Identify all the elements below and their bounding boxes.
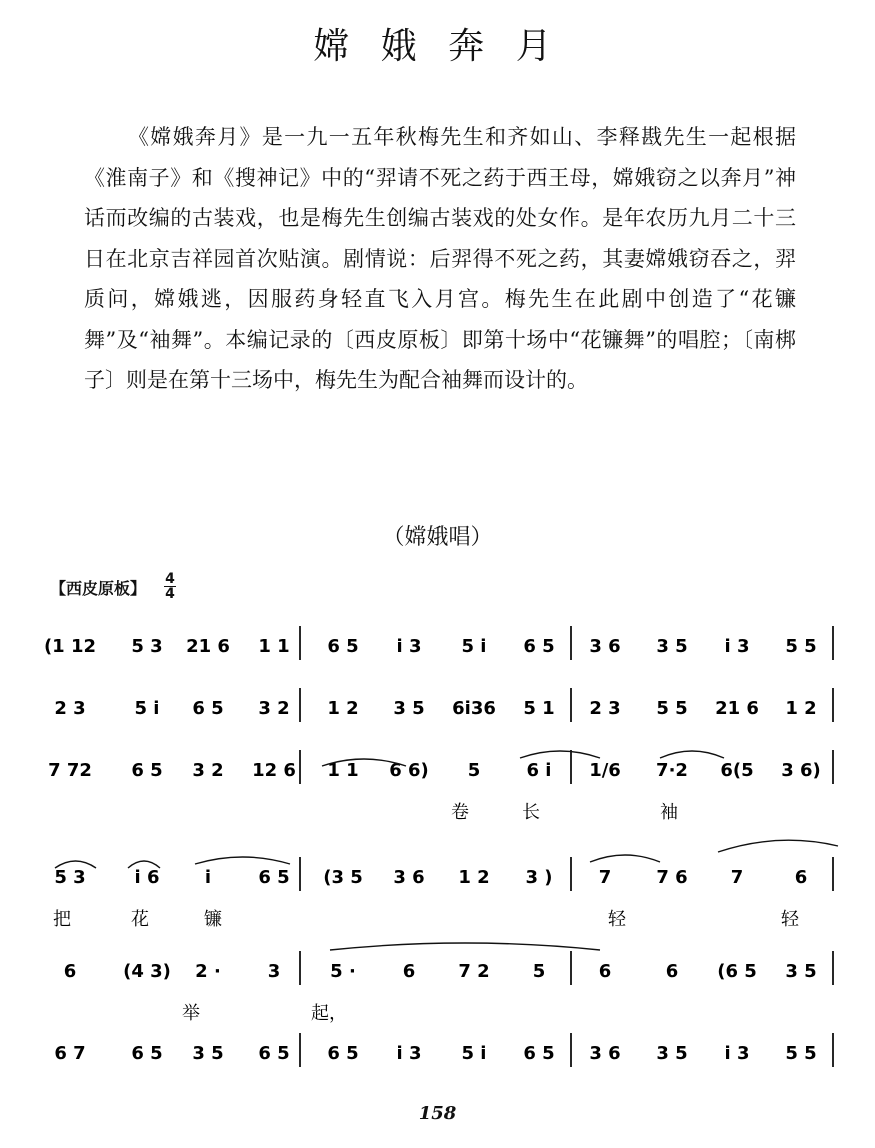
note-group-r4-6: 3 6 (393, 867, 425, 888)
note-group-r6-10: 3 5 (656, 1043, 688, 1064)
lyric-char: 长 (522, 802, 540, 823)
note-group-r1-1: (1 12 (43, 636, 97, 657)
note-group-r3-7: 5 (467, 760, 481, 781)
slur (590, 855, 660, 862)
note-group-r1-9: 3 6 (589, 636, 621, 657)
slur (660, 751, 724, 758)
lyric-char: 举 (182, 1003, 200, 1024)
note-group-r5-9: 6 (598, 961, 612, 982)
note-group-r5-4: 3 (267, 961, 281, 982)
lyric-char: 卷 (451, 802, 469, 823)
note-group-r2-1: 2 3 (54, 698, 86, 719)
note-group-r3-8: 6 i (526, 760, 552, 781)
note-group-r1-10: 3 5 (656, 636, 688, 657)
lyric-char: 袖 (660, 802, 678, 823)
note-group-r3-2: 6 5 (131, 760, 163, 781)
page-title: 嫦 娥 奔 月 (313, 26, 562, 67)
note-group-r2-3: 6 5 (192, 698, 224, 719)
note-group-r4-8: 3 ) (525, 867, 553, 888)
note-group-r2-4: 3 2 (258, 698, 290, 719)
note-group-r1-12: 5 5 (785, 636, 817, 657)
note-group-r5-11: (6 5 (717, 961, 757, 982)
lyric-char: 起， (311, 1003, 347, 1024)
note-group-r2-11: 21 6 (715, 698, 759, 719)
note-group-r6-11: i 3 (724, 1043, 750, 1064)
note-group-r1-11: i 3 (724, 636, 750, 657)
note-group-r2-8: 5 1 (523, 698, 555, 719)
note-group-r4-4: 6 5 (258, 867, 290, 888)
slur (195, 857, 290, 864)
note-group-r2-6: 3 5 (393, 698, 425, 719)
note-group-r5-7: 7 2 (458, 961, 490, 982)
note-group-r6-8: 6 5 (523, 1043, 555, 1064)
note-group-r6-2: 6 5 (131, 1043, 163, 1064)
note-group-r5-1: 6 (63, 961, 77, 982)
slur (330, 943, 600, 950)
note-group-r4-12: 6 (794, 867, 808, 888)
note-group-r4-5: (3 5 (323, 867, 363, 888)
note-group-r3-3: 3 2 (192, 760, 224, 781)
note-group-r2-12: 1 2 (785, 698, 817, 719)
note-group-r1-3: 21 6 (186, 636, 230, 657)
note-group-r3-5: 1 1 (327, 760, 359, 781)
note-group-r5-10: 6 (665, 961, 679, 982)
note-group-r4-1: 5 3 (54, 867, 86, 888)
note-group-r1-5: 6 5 (327, 636, 359, 657)
note-group-r3-9: 1/6 (589, 760, 621, 781)
note-group-r3-4: 12 6 (252, 760, 296, 781)
note-group-r1-4: 1 1 (258, 636, 290, 657)
note-group-r6-4: 6 5 (258, 1043, 290, 1064)
slur (718, 840, 838, 852)
note-group-r4-11: 7 (730, 867, 744, 888)
note-group-r4-7: 1 2 (458, 867, 490, 888)
note-group-r5-8: 5 (532, 961, 546, 982)
note-group-r3-10: 7·2 (656, 760, 688, 781)
lyric-char: 镰 (204, 909, 222, 930)
lyric-char: 轻 (608, 909, 626, 930)
note-group-r4-9: 7 (598, 867, 612, 888)
page-number: 158 (418, 1103, 457, 1124)
note-group-r5-2: (4 3) (123, 961, 171, 982)
note-group-r6-1: 6 7 (54, 1043, 86, 1064)
time-signature-bottom: 4 (165, 586, 175, 602)
note-group-r1-8: 6 5 (523, 636, 555, 657)
mode-label: 【西皮原板】 (50, 579, 147, 598)
note-group-r3-1: 7 72 (48, 760, 92, 781)
note-group-r3-12: 3 6) (781, 760, 821, 781)
note-group-r6-6: i 3 (396, 1043, 422, 1064)
note-group-r4-10: 7 6 (656, 867, 688, 888)
lyric-char: 花 (131, 909, 149, 930)
lyric-char: 轻 (781, 909, 799, 930)
note-group-r2-2: 5 i (134, 698, 160, 719)
note-group-r4-2: i 6 (134, 867, 160, 888)
note-group-r1-6: i 3 (396, 636, 422, 657)
singer-label: （嫦娥唱） (382, 525, 493, 550)
note-group-r5-6: 6 (402, 961, 416, 982)
slur (520, 751, 600, 758)
note-group-r6-12: 5 5 (785, 1043, 817, 1064)
time-signature-top: 4 (165, 571, 175, 587)
note-group-r5-3: 2 · (195, 961, 221, 982)
note-group-r1-7: 5 i (461, 636, 487, 657)
note-group-r3-6: 6 6) (389, 760, 429, 781)
note-group-r1-2: 5 3 (131, 636, 163, 657)
lyric-char: 把 (53, 909, 71, 930)
note-group-r6-7: 5 i (461, 1043, 487, 1064)
note-group-r6-9: 3 6 (589, 1043, 621, 1064)
note-group-r5-5: 5 · (330, 961, 356, 982)
note-group-r6-3: 3 5 (192, 1043, 224, 1064)
note-group-r2-9: 2 3 (589, 698, 621, 719)
note-group-r3-11: 6(5 (720, 760, 754, 781)
note-group-r2-5: 1 2 (327, 698, 359, 719)
note-group-r5-12: 3 5 (785, 961, 817, 982)
note-group-r6-5: 6 5 (327, 1043, 359, 1064)
note-group-r2-7: 6i36 (452, 698, 496, 719)
note-group-r4-3: i (204, 867, 212, 888)
note-group-r2-10: 5 5 (656, 698, 688, 719)
intro-paragraph: 《嫦娥奔月》是一九一五年秋梅先生和齐如山、李释戡先生一起根据《淮南子》和《搜神记》中的“羿请不死之药于西王母，嫦娥窃之以奔月”神话而改编的古装戏，也是梅先生创编古装戏的处女作。是年农历九月二十三日在北京吉祥园首次贴演。剧情说：后羿得不死之药，其妻嫦娥窃吞之，羿质问，嫦娥逃，因服药身轻直飞入月宫。梅先生在此剧中创造了“花镰舞”及“袖舞”。本编记录的〔西皮原板〕即第十场中“花镰舞”的唱腔；〔南梆子〕则是在第十三场中，梅先生为配合袖舞而设计的。 (84, 125, 796, 392)
